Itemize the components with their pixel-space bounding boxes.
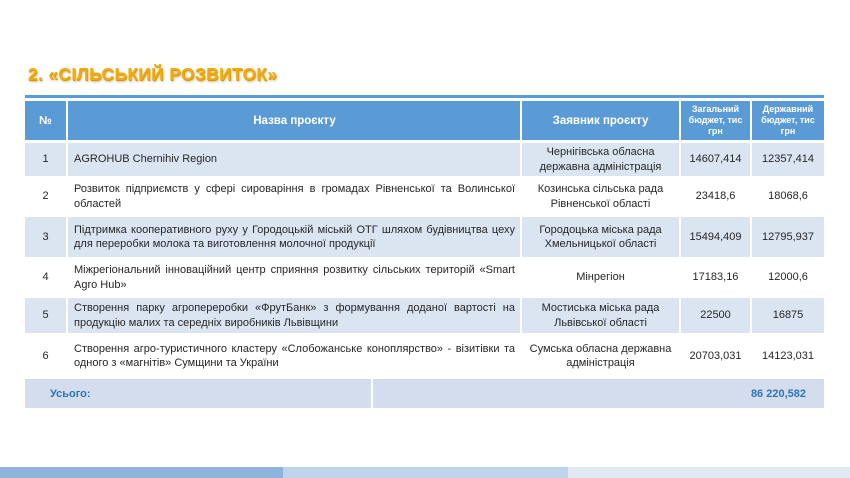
- table-row: [25, 298, 824, 333]
- table-header-row: [25, 101, 824, 140]
- total-label: Усього:: [50, 387, 91, 400]
- project-name-cell: [68, 298, 520, 333]
- state-budget-cell: [752, 260, 824, 295]
- total-budget-cell: [681, 143, 750, 176]
- project-name-cell: [68, 336, 520, 376]
- applicant: Сумська обласна державна адміністрація: [529, 342, 672, 369]
- header-project-name-label: Назва проєкту: [253, 114, 336, 127]
- applicant-cell: [522, 336, 679, 376]
- project-name: Створення агро-туристичного кластеру «Слобожанське коноплярство» - візитівки та одного з «магнітів» Сумщини та України: [74, 342, 515, 369]
- header-state-budget: [752, 101, 824, 140]
- applicant-cell: [522, 217, 679, 257]
- row-num: 6: [42, 349, 49, 362]
- applicant: Мінрегіон: [576, 271, 625, 284]
- total-budget-cell: [681, 217, 750, 257]
- total-budget-cell: [681, 336, 750, 376]
- state-budget-cell: [752, 336, 824, 376]
- bottom-bar-segment-light: [568, 467, 850, 478]
- grand-total-cell: [373, 379, 824, 408]
- grand-total-value: 86 220,582: [750, 387, 806, 400]
- table-row: [25, 143, 824, 176]
- project-name-cell: [68, 143, 520, 176]
- header-state-budget-label: Державний бюджет, тис грн: [761, 104, 815, 136]
- table-footer-row: [25, 379, 824, 408]
- bottom-bar-segment-dark: [0, 467, 283, 478]
- header-num-label: №: [39, 114, 52, 127]
- header-total-budget-label: Загальний бюджет, тис грн: [688, 104, 743, 136]
- applicant-cell: [522, 298, 679, 333]
- row-num-cell: [25, 336, 66, 376]
- project-name-cell: [68, 179, 520, 214]
- project-name: Розвиток підприємств у сфері сироваріння в громадах Рівненської та Волинської областей: [74, 183, 515, 210]
- row-num: 5: [42, 309, 49, 322]
- table-row: [25, 217, 824, 257]
- bottom-bar-segment-medium: [283, 467, 568, 478]
- state-budget-value: 18068,6: [768, 190, 808, 203]
- table-top-border: [25, 95, 824, 98]
- row-num-cell: [25, 298, 66, 333]
- header-applicant: [522, 101, 679, 140]
- table-row: [25, 336, 824, 376]
- table-row: [25, 179, 824, 214]
- header-applicant-label: Заявник проєкту: [552, 114, 649, 127]
- applicant: Козинська сільська рада Рівненської області: [537, 183, 664, 210]
- table-row: [25, 260, 824, 295]
- project-name: Міжрегіональний інноваційний центр сприяння розвитку сільських територій «Smart Agro Hub»: [74, 264, 515, 291]
- applicant: Городоцька міська рада Хмельницької області: [539, 223, 662, 250]
- state-budget-cell: [752, 217, 824, 257]
- row-num-cell: [25, 143, 66, 176]
- state-budget-value: 16875: [772, 309, 804, 322]
- total-budget-cell: [681, 179, 750, 214]
- row-num: 4: [42, 271, 49, 284]
- total-budget-value: 22500: [700, 309, 731, 322]
- project-name-cell: [68, 260, 520, 295]
- state-budget-value: 12000,6: [768, 271, 808, 284]
- total-budget-value: 20703,031: [689, 349, 742, 362]
- applicant-cell: [522, 179, 679, 214]
- project-name-cell: [68, 217, 520, 257]
- header-num: [25, 101, 66, 140]
- total-label-cell: [25, 379, 371, 408]
- page-title: 2. «СІЛЬСЬКИЙ РОЗВИТОК»: [28, 64, 278, 84]
- row-num-cell: [25, 217, 66, 257]
- state-budget-value: 12795,937: [762, 230, 814, 243]
- total-budget-value: 15494,409: [689, 230, 742, 243]
- row-num-cell: [25, 179, 66, 214]
- row-num-cell: [25, 260, 66, 295]
- header-project-name: [68, 101, 520, 140]
- applicant: Чернігівська обласна державна адміністрація: [539, 146, 662, 173]
- total-budget-cell: [681, 298, 750, 333]
- total-budget-value: 17183,16: [692, 271, 739, 284]
- state-budget-value: 14123,031: [762, 349, 814, 362]
- bottom-decoration-bar: [0, 467, 850, 478]
- project-name: Підтримка кооперативного руху у Городоцькій міській ОТГ шляхом будівництва цеху для переробки молока та виготовлення молочної продукції: [74, 223, 515, 250]
- applicant: Мостиська міська рада Львівської області: [541, 302, 660, 329]
- row-num: 3: [42, 230, 49, 243]
- total-budget-value: 14607,414: [689, 153, 742, 166]
- project-name: Створення парку агропереробки «ФрутБанк» з формування доданої вартості на продукцію малих та середніх виробників Львівщини: [74, 302, 515, 329]
- project-name: AGROHUB Chernihiv Region: [74, 153, 218, 166]
- row-num: 1: [42, 153, 49, 166]
- applicant-cell: [522, 260, 679, 295]
- total-budget-cell: [681, 260, 750, 295]
- state-budget-cell: [752, 143, 824, 176]
- row-num: 2: [42, 190, 49, 203]
- state-budget-cell: [752, 179, 824, 214]
- total-budget-value: 23418,6: [695, 190, 736, 203]
- applicant-cell: [522, 143, 679, 176]
- projects-table: [25, 95, 824, 408]
- state-budget-cell: [752, 298, 824, 333]
- header-total-budget: [681, 101, 750, 140]
- state-budget-value: 12357,414: [762, 153, 814, 166]
